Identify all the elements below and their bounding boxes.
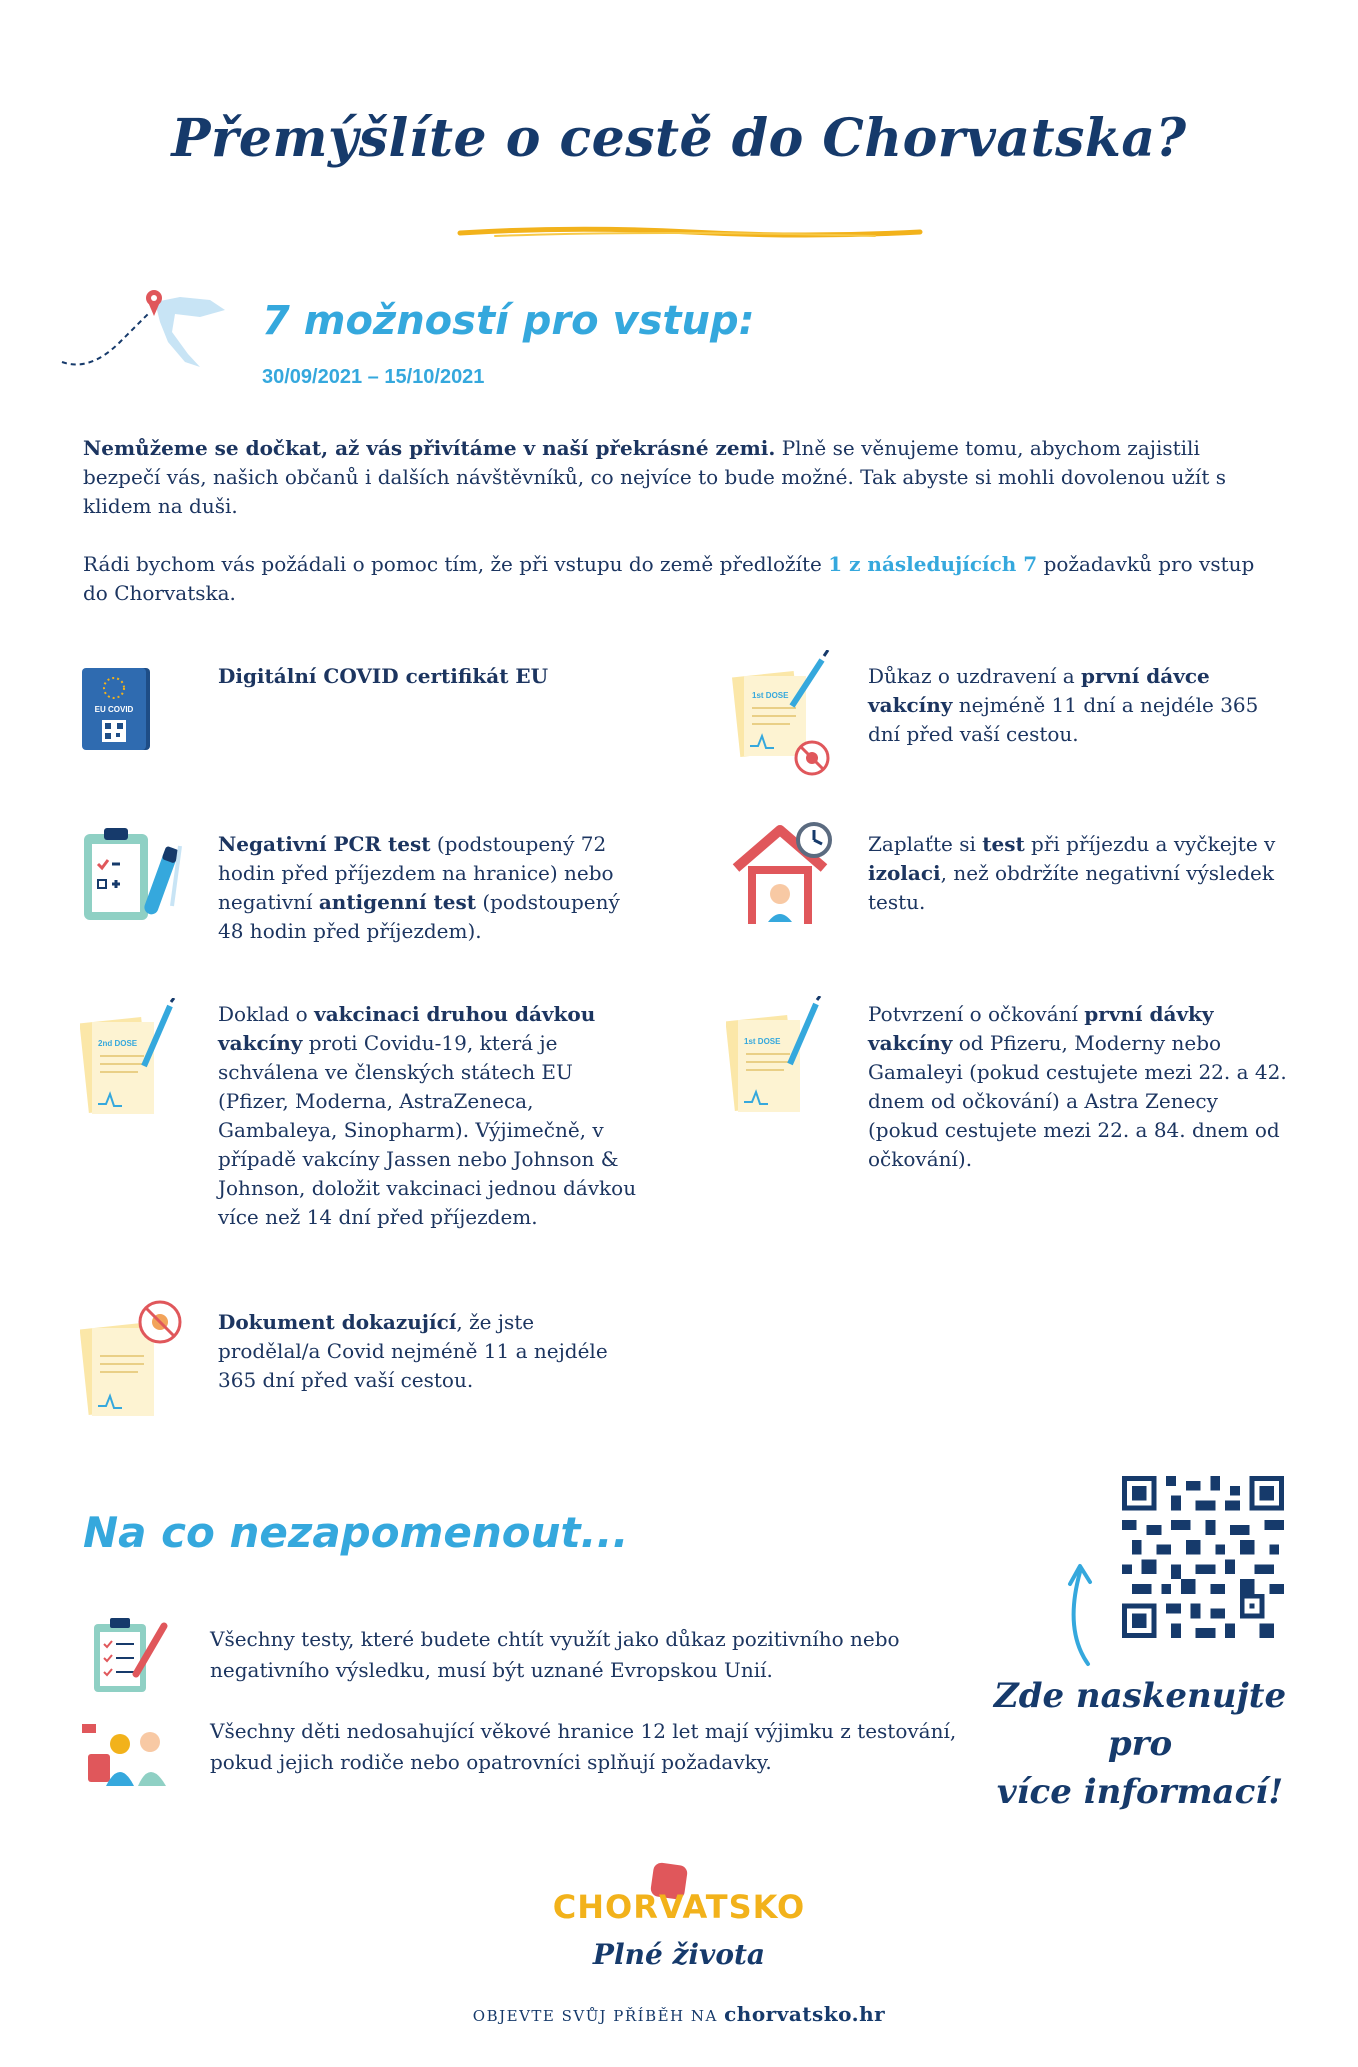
option-4-a: Zaplaťte si	[868, 832, 983, 856]
footer-text: OBJEVTE SVŮJ PŘÍBĚH NA	[472, 2007, 725, 2025]
option-3-bold-2: antigenní test	[318, 890, 476, 914]
option-4-text	[868, 830, 1288, 917]
test-clipboard-icon	[80, 826, 196, 934]
home-isolation-icon	[728, 822, 838, 928]
scan-prompt	[960, 1672, 1320, 1816]
intro-bold: Nemůžeme se dočkat, až vás přivítáme v naší překrásné zemi.	[83, 436, 776, 460]
option-4-bold-2: izolaci	[868, 861, 941, 885]
page-title: Přemýšlíte o cestě do Chorvatska?	[171, 108, 1187, 169]
brush-underline	[455, 224, 925, 242]
validity-dates: 30/09/2021 – 15/10/2021	[262, 366, 485, 388]
qr-code[interactable]	[1122, 1476, 1284, 1638]
option-6-text	[868, 1000, 1288, 1174]
second-dose-icon	[80, 998, 180, 1122]
option-5-bold: vakcinaci druhou dávkou vakcíny	[218, 1002, 596, 1055]
option-3-text	[218, 830, 638, 946]
footer	[0, 2002, 1358, 2026]
reminder-2: Všechny děti nedosahující věkové hranice 12 let mají výjimku z testování, pokud jejich rodiče nebo opatrovníci splňují požadavky.	[210, 1719, 957, 1774]
first-dose-icon	[726, 996, 826, 1120]
intro-paragraph-1	[83, 434, 1283, 521]
eu-covid-badge: EU COVID	[94, 705, 134, 714]
eu-covid-certificate-icon	[80, 666, 154, 752]
first-dose-recovery-icon	[730, 650, 840, 780]
option-7-bold: Dokument dokazující	[218, 1310, 457, 1334]
footer-link[interactable]: chorvatsko.hr	[724, 2002, 886, 2026]
option-6-c: od Pfizeru, Moderny nebo Gamaleyi (pokud cestujete mezi 22. a 42. dnem od očkování) a Astra Zenecy (pokud cestujete mezi 22. a 84. dnem od očkování).	[868, 1031, 1287, 1171]
intro-highlight: 1 z následujících 7	[828, 552, 1038, 576]
option-4-e: , než obdržíte negativní výsledek testu.	[868, 861, 1274, 914]
option-2-text	[868, 662, 1288, 749]
option-4-c: při příjezdu a vyčkejte v	[1024, 832, 1276, 856]
intro-p2-end: požadavků pro vstup do Chorvatska.	[83, 552, 1255, 605]
option-2-c: nejméně 11 dní a nejdéle 365 dní před vaší cestou.	[868, 693, 1259, 746]
checklist-icon	[90, 1616, 170, 1696]
scan-line-1: Zde naskenujte pro	[993, 1676, 1287, 1764]
option-4-bold-1: test	[982, 832, 1025, 856]
logo-tagline: Plné života	[592, 1938, 766, 1971]
option-3-bold-1: Negativní PCR test	[218, 832, 431, 856]
covid-recovery-document-icon	[80, 1298, 190, 1420]
option-5-c: proti Covidu-19, která je schválena ve členských státech EU (Pfizer, Moderna, AstraZeneca, Gambaleya, Sinopharm). Výjimečně, v případě vakcíny Jassen nebo Johnson & Johnson, doložit vakcinaci jednou dávkou více než 14 dní před příjezdem.	[218, 1031, 637, 1229]
option-1-text	[218, 662, 638, 691]
option-6-a: Potvrzení o očkování	[868, 1002, 1085, 1026]
first-dose-badge: 1st DOSE	[752, 691, 789, 700]
intro-rest: Plně se věnujeme tomu, abychom zajistili bezpečí vás, našich občanů i dalších návštěvníků, co nejvíce to bude možné. Tak abyste si mohli dovolenou užít s klidem na duši.	[83, 436, 1226, 518]
option-6-bold: první dávky vakcíny	[868, 1002, 1214, 1055]
first-dose-badge-2: 1st DOSE	[744, 1037, 781, 1046]
intro-paragraph-2	[83, 550, 1283, 608]
second-dose-badge: 2nd DOSE	[98, 1039, 138, 1048]
scan-line-2: více informací!	[996, 1772, 1284, 1812]
option-5-a: Doklad o	[218, 1002, 315, 1026]
option-1-bold: Digitální COVID certifikát EU	[218, 664, 549, 688]
logo-wordmark: CHORVATSKO	[552, 1888, 806, 1926]
option-7-b: , že jste prodělal/a Covid nejméně 11 a nejdéle 365 dní před vaší cestou.	[218, 1310, 608, 1392]
options-heading: 7 možností pro vstup:	[262, 298, 755, 344]
reminder-1: Všechny testy, které budete chtít využít jako důkaz pozitivního nebo negativního výsledku, musí být uznané Evropskou Unií.	[210, 1627, 900, 1682]
option-3-b: (podstoupený 72 hodin před příjezdem na hranice) nebo negativní	[218, 832, 614, 914]
option-2-a: Důkaz o uzdravení a	[868, 664, 1082, 688]
intro-p2-start: Rádi bychom vás požádali o pomoc tím, že při vstupu do země předložíte	[83, 552, 829, 576]
croatia-map-icon	[60, 282, 230, 382]
option-3-d: (podstoupený 48 hodin před příjezdem).	[218, 890, 620, 943]
family-travel-icon	[80, 1714, 174, 1786]
curved-arrow-icon	[1058, 1560, 1108, 1670]
reminders-heading: Na co nezapomenout...	[83, 1508, 629, 1557]
option-2-bold: první dávce vakcíny	[868, 664, 1210, 717]
option-7-text	[218, 1308, 638, 1395]
option-5-text	[218, 1000, 638, 1232]
